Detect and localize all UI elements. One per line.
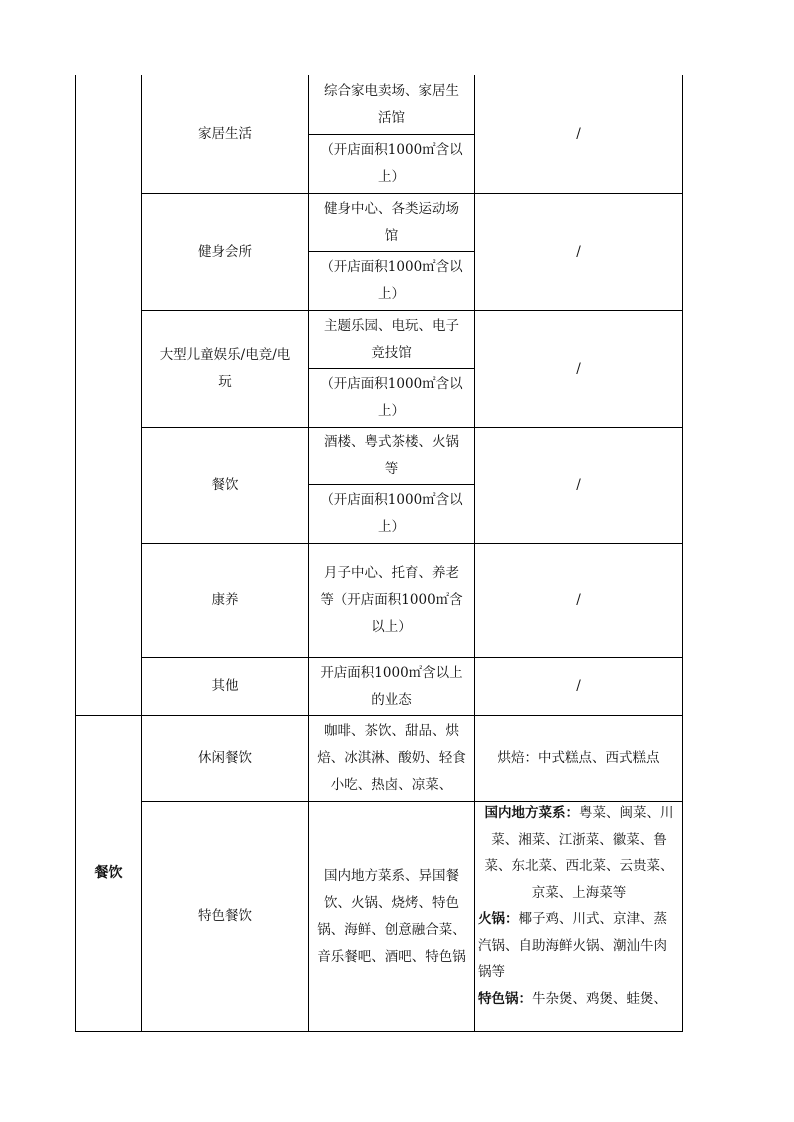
row-note-dining-large: /: [576, 477, 581, 493]
row-name-wellness: 康养: [211, 592, 239, 608]
row-type-fitness: 健身中心、各类运动场馆: [324, 200, 459, 244]
row-name-other: 其他: [211, 678, 239, 694]
hotpot-paragraph: [478, 906, 680, 986]
row-note-special-dining: [478, 800, 680, 1012]
row-note-casual-dining: 烘焙：中式糕点、西式糕点: [497, 750, 660, 766]
row-area-fitness: （开店面积1000㎡含以上）: [320, 259, 463, 302]
row-note-other: /: [576, 678, 581, 694]
table-border-right: [682, 75, 683, 1031]
row-type-dining-large: 酒楼、粤式茶楼、火锅等: [324, 434, 459, 477]
row-type-casual-dining: 咖啡、茶饮、甜品、烘焙、冰淇淋、酸奶、轻食小吃、热卤、凉菜、: [317, 723, 466, 793]
table-border-bottom: [75, 1031, 683, 1032]
cuisine-label: 国内地方菜系：: [484, 805, 579, 821]
row-note-entertainment: /: [576, 360, 581, 377]
row-name-dining-large: 餐饮: [211, 477, 239, 493]
specialpot-paragraph: [478, 986, 680, 1013]
row-area-home-living: （开店面积1000㎡含以上）: [320, 142, 463, 185]
row-note-wellness: /: [576, 592, 581, 608]
row-name-entertainment: 大型儿童娱乐/电竞/电玩: [159, 347, 291, 390]
cuisine-text: 粤菜、闽菜、川菜、湘菜、江浙菜、徽菜、鲁菜、东北菜、西北菜、云贵菜、京菜、上海菜等: [484, 805, 674, 901]
row-type-home-living: 综合家电卖场、家居生活馆: [324, 82, 459, 126]
row-name-casual-dining: 休闲餐饮: [198, 750, 252, 766]
row-note-fitness: /: [576, 243, 581, 260]
hotpot-label: 火锅：: [478, 911, 519, 927]
row-note-home-living: /: [576, 125, 581, 142]
hotpot-text: 椰子鸡、川式、京津、蒸汽锅、自助海鲜火锅、潮汕牛肉锅等: [478, 911, 667, 980]
specialpot-text: 牛杂煲、鸡煲、蛙煲、: [532, 990, 667, 1007]
category-dining: 餐饮: [94, 865, 123, 881]
row-type-entertainment: 主题乐园、电玩、电子竞技馆: [324, 317, 459, 361]
row-type-wellness: 月子中心、托育、养老等（开店面积1000㎡含以上）: [320, 565, 463, 635]
cuisine-paragraph: [478, 800, 680, 906]
specialpot-label: 特色锅：: [478, 990, 532, 1007]
row-name-fitness: 健身会所: [198, 243, 252, 260]
row-name-special-dining: 特色餐饮: [198, 908, 252, 924]
row-area-dining-large: （开店面积1000㎡含以上）: [320, 492, 463, 535]
row-name-home-living: 家居生活: [198, 125, 252, 142]
row-type-other: 开店面积1000㎡含以上的业态: [320, 664, 463, 708]
row-area-entertainment: （开店面积1000㎡含以上）: [320, 376, 463, 419]
row-type-special-dining: 国内地方菜系、异国餐饮、火锅、烧烤、特色锅、海鲜、创意融合菜、音乐餐吧、酒吧、特色锅: [317, 867, 466, 965]
